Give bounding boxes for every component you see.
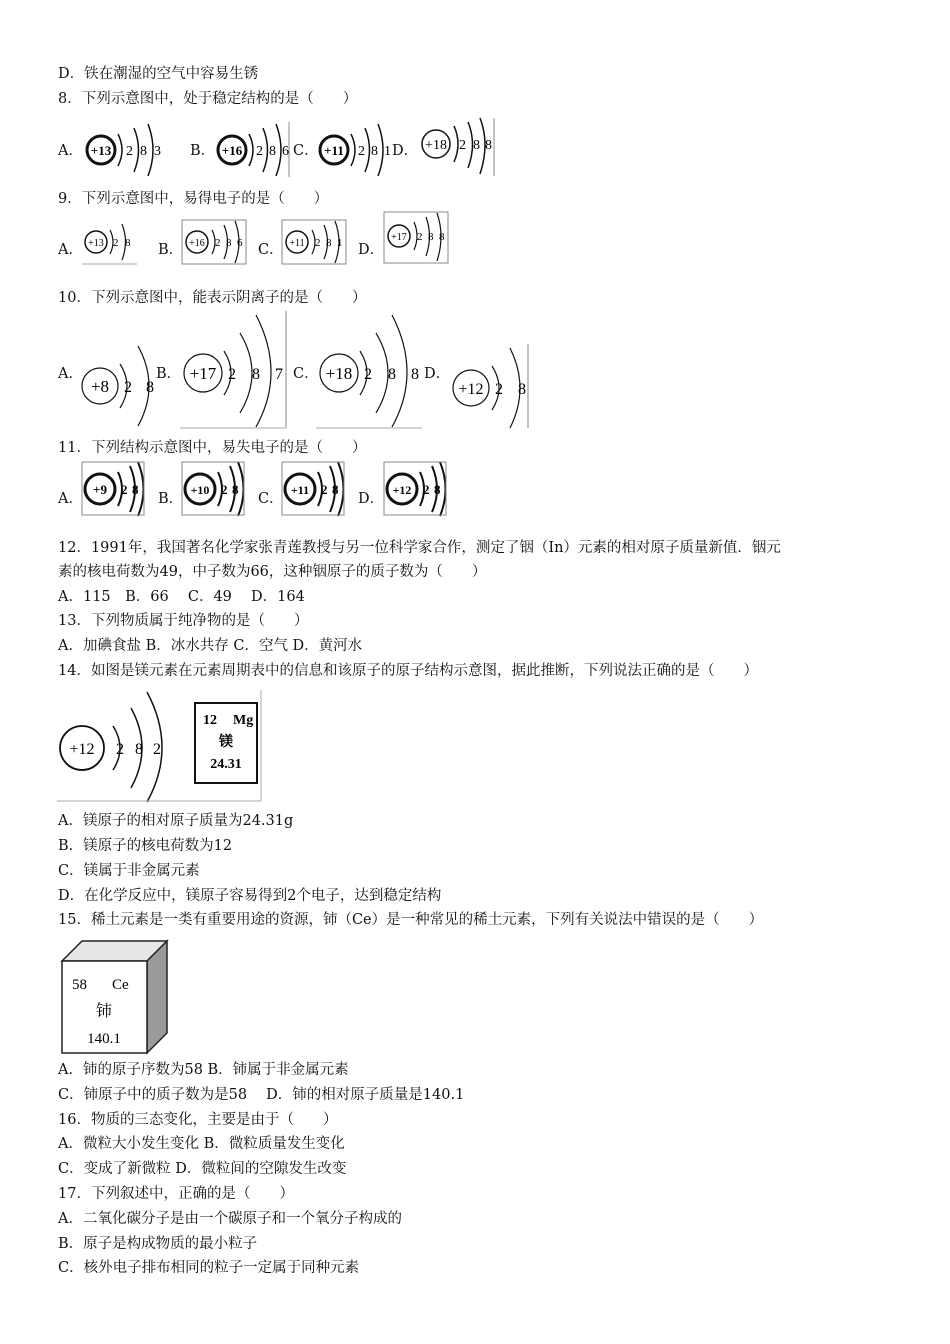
q9-diagram-b bbox=[182, 220, 248, 265]
svg-text:+16: +16 bbox=[221, 143, 243, 158]
svg-text:8: 8 bbox=[473, 138, 480, 153]
svg-text:+11: +11 bbox=[290, 483, 310, 497]
svg-text:8: 8 bbox=[146, 379, 154, 396]
q14-figure bbox=[57, 690, 263, 802]
svg-text:8: 8 bbox=[428, 231, 434, 243]
svg-text:8: 8 bbox=[326, 237, 332, 249]
q8-diagram-c bbox=[316, 122, 392, 177]
svg-text:8: 8 bbox=[388, 366, 396, 383]
q8-label-c: C． bbox=[293, 143, 319, 159]
svg-text:8: 8 bbox=[135, 741, 143, 758]
svg-text:2: 2 bbox=[417, 231, 423, 243]
q10-label-a: A． bbox=[58, 366, 83, 382]
svg-text:2: 2 bbox=[364, 366, 372, 383]
mg-name: 镁 bbox=[219, 735, 233, 750]
q8-label-d: D． bbox=[392, 143, 419, 159]
q11-diagram-d bbox=[384, 462, 448, 516]
q17-option-a: A．二氧化碳分子是由一个碳原子和一个氧分子构成的 bbox=[58, 1211, 402, 1227]
q11-diagram-b bbox=[182, 462, 246, 516]
svg-text:8: 8 bbox=[269, 144, 276, 159]
q9-diagram-d bbox=[384, 212, 450, 264]
shell-2: 8 bbox=[140, 144, 147, 159]
q14-option-c: C．镁属于非金属元素 bbox=[58, 863, 200, 879]
svg-text:2: 2 bbox=[153, 741, 161, 758]
svg-text:8: 8 bbox=[518, 381, 526, 398]
question-11: 11．下列结构示意图中，易失电子的是（ ） bbox=[58, 440, 367, 456]
question-16: 16．物质的三态变化，主要是由于（ ） bbox=[58, 1112, 338, 1128]
mg-atomic-number: 12 bbox=[203, 713, 217, 728]
q11-diagram-c bbox=[282, 462, 346, 516]
mg-symbol: Mg bbox=[233, 713, 254, 728]
svg-text:2: 2 bbox=[121, 482, 128, 497]
svg-text:+12: +12 bbox=[392, 483, 412, 497]
svg-text:+11: +11 bbox=[289, 238, 305, 249]
q8-diagram-a bbox=[82, 122, 162, 177]
svg-text:2: 2 bbox=[423, 482, 430, 497]
svg-text:+17: +17 bbox=[189, 364, 217, 383]
svg-text:7: 7 bbox=[275, 366, 283, 383]
svg-text:+17: +17 bbox=[391, 232, 407, 243]
svg-text:8: 8 bbox=[226, 237, 232, 249]
q10-diagram-b bbox=[180, 311, 288, 429]
svg-text:1: 1 bbox=[337, 237, 343, 249]
question-10: 10．下列示意图中，能表示阴离子的是（ ） bbox=[58, 290, 367, 306]
q11-label-c: C． bbox=[258, 491, 284, 507]
q16-options-cd: C．变成了新微粒 D．微粒间的空隙发生改变 bbox=[58, 1161, 347, 1177]
svg-text:+18: +18 bbox=[325, 364, 353, 383]
svg-text:2: 2 bbox=[256, 144, 263, 159]
q11-diagram-a bbox=[82, 462, 146, 516]
svg-text:2: 2 bbox=[315, 237, 321, 249]
svg-text:8: 8 bbox=[232, 482, 239, 497]
mg-atom-diagram bbox=[60, 692, 162, 802]
question-13-options: A．加碘食盐 B．冰水共存 C．空气 D．黄河水 bbox=[58, 638, 363, 654]
question-17: 17．下列叙述中，正确的是（ ） bbox=[58, 1186, 294, 1202]
question-15: 15．稀土元素是一类有重要用途的资源，铈（Ce）是一种常见的稀土元素，下列有关说法中错误的是（ ） bbox=[58, 912, 764, 928]
q7-option-d: D．铁在潮湿的空气中容易生锈 bbox=[58, 66, 259, 82]
svg-text:1: 1 bbox=[384, 144, 391, 159]
q8-label-b: B． bbox=[190, 143, 216, 159]
ce-periodic-card bbox=[60, 939, 170, 1055]
svg-text:+18: +18 bbox=[425, 138, 447, 153]
svg-text:8: 8 bbox=[132, 482, 139, 497]
q9-diagram-a bbox=[82, 220, 138, 265]
q11-label-a: A． bbox=[58, 491, 83, 507]
svg-text:+9: +9 bbox=[93, 482, 107, 497]
svg-text:2: 2 bbox=[116, 741, 124, 758]
svg-text:+16: +16 bbox=[189, 238, 205, 249]
mg-mass: 24.31 bbox=[210, 757, 242, 772]
nucleus-label: +13 bbox=[90, 143, 112, 158]
q16-options-ab: A．微粒大小发生变化 B．微粒质量发生变化 bbox=[58, 1136, 345, 1152]
q10-diagram-d bbox=[450, 344, 530, 429]
svg-text:2: 2 bbox=[228, 366, 236, 383]
q14-option-a: A．镁原子的相对原子质量为24.31g bbox=[58, 813, 294, 829]
q8-label-a: A． bbox=[58, 143, 83, 159]
svg-text:6: 6 bbox=[282, 144, 289, 159]
svg-text:8: 8 bbox=[125, 237, 131, 249]
q15-options-ab: A．铈的原子序数为58 B．铈属于非金属元素 bbox=[58, 1062, 349, 1078]
shell-3: 3 bbox=[154, 144, 161, 159]
svg-text:2: 2 bbox=[215, 237, 221, 249]
q17-option-b: B．原子是构成物质的最小粒子 bbox=[58, 1236, 258, 1252]
question-13: 13．下列物质属于纯净物的是（ ） bbox=[58, 613, 309, 629]
svg-text:8: 8 bbox=[252, 366, 260, 383]
question-12-options: A．115 B．66 C．49 D．164 bbox=[58, 589, 305, 605]
ce-mass: 140.1 bbox=[87, 1031, 121, 1047]
svg-text:2: 2 bbox=[124, 379, 132, 396]
q8-diagram-b bbox=[214, 122, 290, 177]
q9-label-a: A． bbox=[58, 242, 83, 258]
svg-text:+11: +11 bbox=[324, 143, 344, 158]
q10-diagram-c bbox=[316, 311, 424, 429]
svg-text:2: 2 bbox=[321, 482, 328, 497]
svg-text:6: 6 bbox=[237, 237, 243, 249]
svg-text:2: 2 bbox=[495, 381, 503, 398]
q11-label-d: D． bbox=[358, 491, 385, 507]
q9-label-d: D． bbox=[358, 242, 385, 258]
svg-text:+10: +10 bbox=[190, 483, 210, 497]
svg-text:8: 8 bbox=[485, 138, 492, 153]
svg-text:2: 2 bbox=[113, 237, 119, 249]
question-8: 8．下列示意图中，处于稳定结构的是（ ） bbox=[58, 91, 358, 107]
q17-option-c: C．核外电子排布相同的粒子一定属于同种元素 bbox=[58, 1260, 360, 1276]
svg-text:8: 8 bbox=[371, 144, 378, 159]
ce-name: 铈 bbox=[95, 1003, 113, 1020]
q10-label-c: C． bbox=[293, 366, 319, 382]
svg-text:8: 8 bbox=[434, 482, 441, 497]
question-14: 14．如图是镁元素在元素周期表中的信息和该原子的原子结构示意图，据此推断，下列说法正确的是（ ） bbox=[58, 663, 758, 679]
shell-1: 2 bbox=[126, 144, 133, 159]
q9-label-c: C． bbox=[258, 242, 284, 258]
question-9: 9．下列示意图中，易得电子的是（ ） bbox=[58, 191, 329, 207]
ce-symbol: Ce bbox=[112, 977, 129, 993]
svg-text:+12: +12 bbox=[458, 381, 484, 398]
q15-options-cd: C．铈原子中的质子数为是58 D．铈的相对原子质量是140.1 bbox=[58, 1087, 465, 1103]
svg-text:8: 8 bbox=[411, 366, 419, 383]
svg-text:2: 2 bbox=[221, 482, 228, 497]
ce-atomic-number: 58 bbox=[72, 977, 87, 993]
svg-text:+12: +12 bbox=[69, 741, 95, 758]
question-12-line-2: 素的核电荷数为49，中子数为66，这种铟原子的质子数为（ ） bbox=[58, 564, 487, 580]
q9-label-b: B． bbox=[158, 242, 184, 258]
q11-label-b: B． bbox=[158, 491, 184, 507]
q14-option-d: D．在化学反应中，镁原子容易得到2个电子，达到稳定结构 bbox=[58, 888, 442, 904]
svg-text:+8: +8 bbox=[90, 377, 110, 396]
q9-diagram-c bbox=[282, 220, 348, 265]
q10-label-b: B． bbox=[156, 366, 182, 382]
svg-text:8: 8 bbox=[439, 231, 445, 243]
q10-diagram-a bbox=[80, 342, 162, 427]
question-12-line-1: 12．1991年，我国著名化学家张青莲教授与另一位科学家合作，测定了铟（In）元素的相对原子质量新值．铟元 bbox=[58, 540, 781, 556]
mg-periodic-card bbox=[195, 703, 257, 783]
q10-label-d: D． bbox=[424, 366, 451, 382]
q14-option-b: B．镁原子的核电荷数为12 bbox=[58, 838, 233, 854]
svg-text:2: 2 bbox=[459, 138, 466, 153]
svg-text:8: 8 bbox=[332, 482, 339, 497]
q8-diagram-d bbox=[418, 118, 496, 176]
svg-text:+13: +13 bbox=[88, 238, 104, 249]
svg-text:2: 2 bbox=[358, 144, 365, 159]
